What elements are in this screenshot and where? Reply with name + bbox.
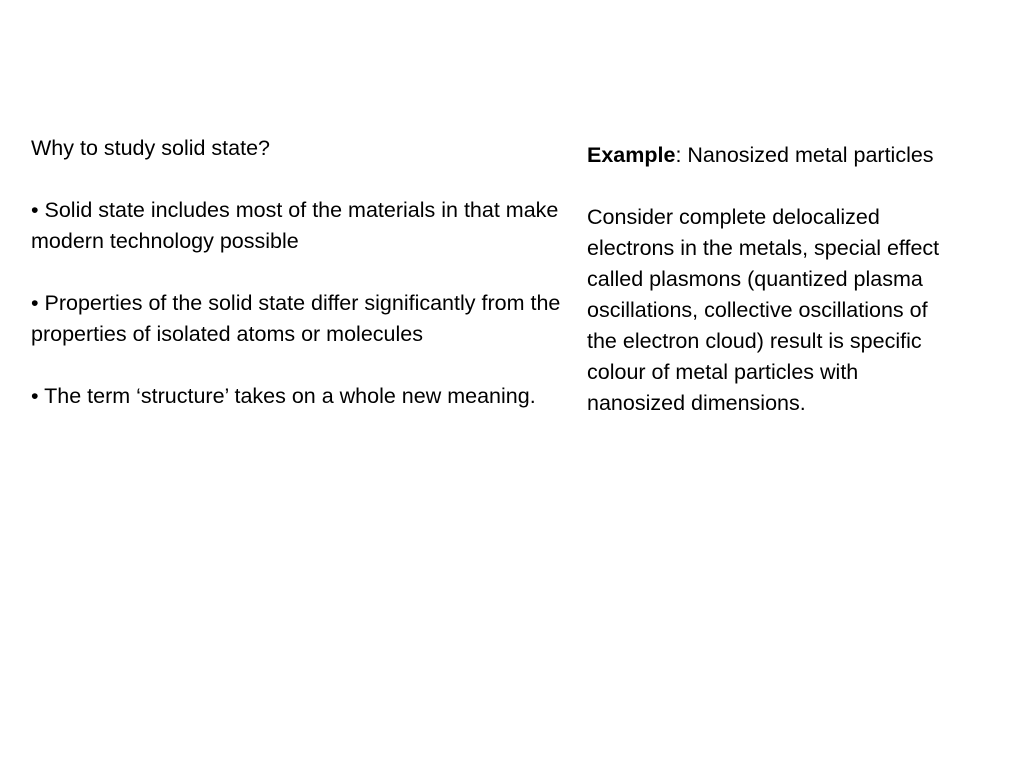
bullet-item: • Solid state includes most of the materials in that make modern technology possible <box>31 198 559 253</box>
bullet-item: • Properties of the solid state differ significantly from the properties of isolated atoms or molecules <box>31 291 561 346</box>
left-column <box>31 133 571 412</box>
example-body: Consider complete delocalized electrons in the metals, special effect called plasmons (quantized plasma oscillations, collective oscillations of the electron cloud) result is specific colour of metal particles with nanosized dimensions. <box>587 205 940 415</box>
bullet-item: • The term ‘structure’ takes on a whole new meaning. <box>31 384 536 408</box>
example-heading <box>587 140 962 171</box>
example-label: Example <box>587 143 676 167</box>
right-column <box>587 140 962 419</box>
example-title: : Nanosized metal particles <box>675 143 934 167</box>
left-heading: Why to study solid state? <box>31 136 270 160</box>
